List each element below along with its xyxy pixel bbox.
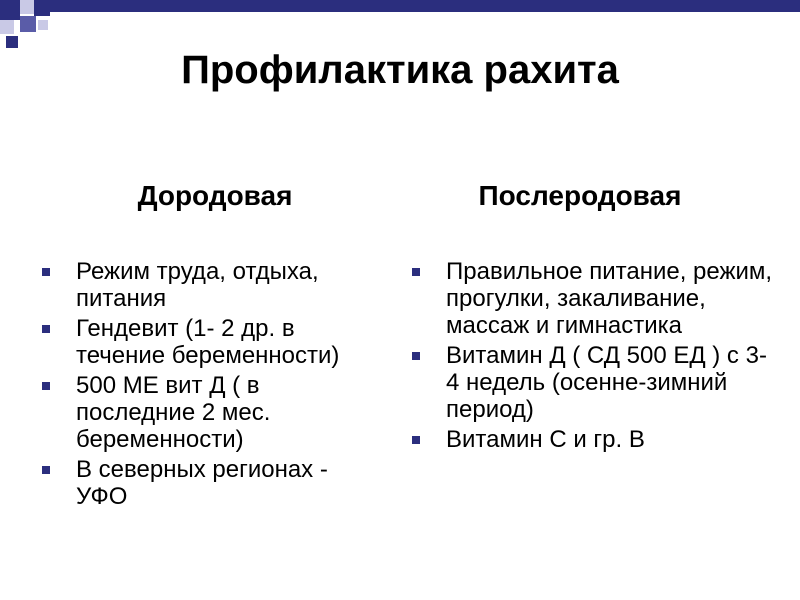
column-heading-prenatal: Дородовая [137,180,293,211]
list-item [410,426,780,453]
list-item-text: В северных регионах - УФО [76,456,328,510]
decor-square [6,36,18,48]
square-bullet-icon [412,436,420,444]
column-heading-postnatal: Послеродовая [478,180,682,211]
square-bullet-icon [42,466,50,474]
header-rule [0,0,800,20]
column-postnatal [410,180,780,456]
list-item-text: Режим труда, отдыха, питания [76,258,319,312]
list-item [40,456,380,510]
list-item [410,258,780,339]
list-item [40,315,380,369]
list-item [40,258,380,312]
column-prenatal [40,180,380,513]
square-bullet-icon [42,325,50,333]
list-item [40,372,380,453]
bullet-list-prenatal [40,258,380,510]
page-title: Профилактика рахита [181,48,619,92]
square-bullet-icon [42,382,50,390]
list-item-text: 500 МЕ вит Д ( в последние 2 мес. беременности) [76,372,271,453]
list-item-text: Витамин С и гр. В [446,426,645,453]
square-bullet-icon [42,268,50,276]
square-bullet-icon [412,352,420,360]
bullet-list-postnatal [410,258,780,453]
decor-square [0,20,14,34]
list-item-text: Витамин Д ( СД 500 ЕД ) с 3-4 недель (осенне-зимний период) [446,342,767,423]
list-item-text: Гендевит (1- 2 др. в течение беременности) [76,315,340,369]
decor-square [38,20,48,30]
list-item-text: Правильное питание, режим, прогулки, закаливание, массаж и гимнастика [446,258,773,339]
list-item [410,342,780,423]
square-bullet-icon [412,268,420,276]
